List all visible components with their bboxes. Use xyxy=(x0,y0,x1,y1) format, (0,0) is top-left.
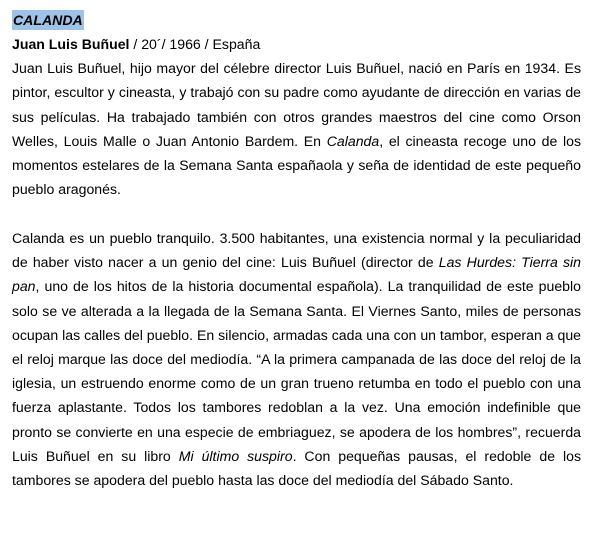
paragraph2-text-b: , uno de los hitos de la historia documental española). La tranquilidad de este pueblo solo se ve alterada a la llegada de la Semana Santa. El Viernes Santo, miles de personas ocupan las calles del pueblo. En silencio, armadas cada una con un tambor, esperan a que el reloj marque las doce del mediodía. “A la primera campanada de las doce del reloj de la iglesia, un estruendo enorme como de un gran trueno retumba en todo el pueblo con una fuerza aplastante. Todos los tambores redoblan a la vez. Una emoción indefinible que pronto se convierte en una especie de embriaguez, se apodera de los hombres”, recuerda Luis Buñuel en su libro xyxy=(12,278,581,464)
paragraph1-text-b: , el cineasta recoge uno de los momentos estelares de la Semana Santa españaola y seña de identidad de este pequeño pueblo aragonés. xyxy=(12,132,581,198)
paragraph2-text-a: Calanda es un pueblo tranquilo. 3.500 habitantes, una existencia normal y la peculiaridad de haber visto nacer a un genio del cine: Luis Buñuel (director de xyxy=(12,229,581,271)
director-name: Juan Luis Buñuel xyxy=(12,36,130,52)
film-details: / 20´/ 1966 / España xyxy=(129,36,261,52)
document-title: CALANDA xyxy=(13,12,83,28)
document-body xyxy=(12,8,581,492)
paragraph-calanda-description xyxy=(12,226,581,492)
film-title-calanda: Calanda xyxy=(326,132,380,149)
book-title: Mi último suspiro xyxy=(178,447,293,464)
paragraph-director-bio xyxy=(12,56,581,201)
paragraph2-text-c: . Con pequeñas pausas, el redoble de los tambores se apodera del pueblo hasta las doce del mediodía del Sábado Santo. xyxy=(12,447,582,488)
paragraph-spacer xyxy=(12,201,581,226)
film-title-las-hurdes: Las Hurdes: Tierra sin pan xyxy=(12,254,582,295)
title-line xyxy=(12,8,581,32)
film-credits xyxy=(12,32,581,56)
paragraph1-text-a: Juan Luis Buñuel, hijo mayor del célebre director Luis Buñuel, nació en París en 1934. Es pintor, escultor y cineasta, y trabajó con su padre como ayudante de dirección en varias de sus películas. Ha trabajado también con otros grandes maestros del cine como Orson Welles, Louis Malle o Juan Antonio Bardem. En xyxy=(12,60,581,149)
